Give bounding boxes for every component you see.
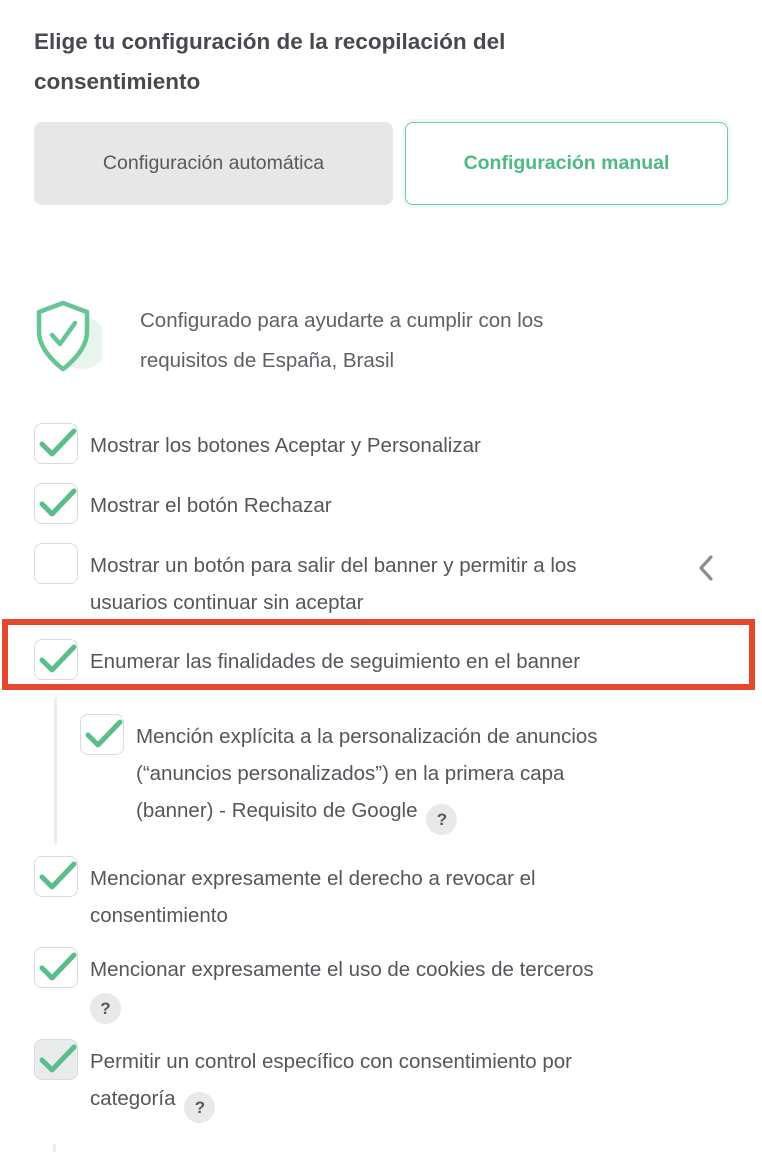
checkbox-revoke-consent[interactable] [34,856,78,897]
checkbox-dismiss-button[interactable] [34,543,78,584]
page-title: Elige tu configuración de la recopilación del consentimiento [34,29,506,94]
option-row-reject-button [34,483,728,524]
checkbox-per-category-consent[interactable] [34,1039,78,1080]
option-label: Mostrar los botones Aceptar y Personalizar [90,434,481,457]
compliance-text: Configurado para ayudarte a cumplir con los requisitos de España, Brasil [140,309,544,372]
checkmark-icon [86,720,122,750]
help-badge[interactable]: ? [426,804,457,835]
mode-toggle [34,122,728,205]
option-row-third-party-cookies [34,947,728,1024]
help-badge[interactable]: ? [90,993,121,1024]
checkmark-icon [40,645,76,675]
collapse-chevron-icon[interactable] [696,553,716,588]
option-label: Mostrar el botón Rechazar [90,494,332,517]
option-row-list-purposes [34,639,728,680]
option-row-per-category-consent [34,1039,728,1123]
checkmark-icon [40,862,76,892]
checkmark-icon [40,1045,76,1075]
checkbox-ads-personalization[interactable] [80,714,124,755]
checkmark-icon [40,489,76,519]
checkbox-reject-button[interactable] [34,483,78,524]
compliance-banner [34,299,728,381]
option-row-accept-customize [34,423,728,464]
option-label: Mostrar un botón para salir del banner y permitir a los usuarios continuar sin aceptar [90,554,577,614]
consent-options-list [34,423,728,1123]
option-label: Mencionar expresamente el uso de cookies de terceros ? [90,947,594,1024]
option-label: Mención explícita a la personalización de anuncios (“anuncios personalizados”) en la primera capa (banner) - Requisito de Google ? [136,714,598,835]
option-label: Mencionar expresamente el derecho a revocar el consentimiento [90,867,536,927]
option-label: Permitir un control específico con consentimiento por categoría ? [90,1039,572,1123]
checkbox-list-purposes[interactable] [34,639,78,680]
checkmark-icon [40,953,76,983]
help-badge[interactable]: ? [184,1092,215,1123]
checkbox-accept-customize[interactable] [34,423,78,464]
shield-check-icon [34,299,102,377]
checkbox-third-party-cookies[interactable] [34,947,78,988]
option-label: Enumerar las finalidades de seguimiento en el banner [90,650,581,673]
option-row-dismiss-button [34,543,728,621]
indent-guide-stub [53,1144,56,1152]
option-row-revoke-consent [34,856,728,934]
automatic-config-button[interactable]: Configuración automática [34,122,393,205]
checkmark-icon [40,429,76,459]
manual-config-button[interactable]: Configuración manual [405,122,728,205]
option-row-ads-personalization [34,714,728,835]
